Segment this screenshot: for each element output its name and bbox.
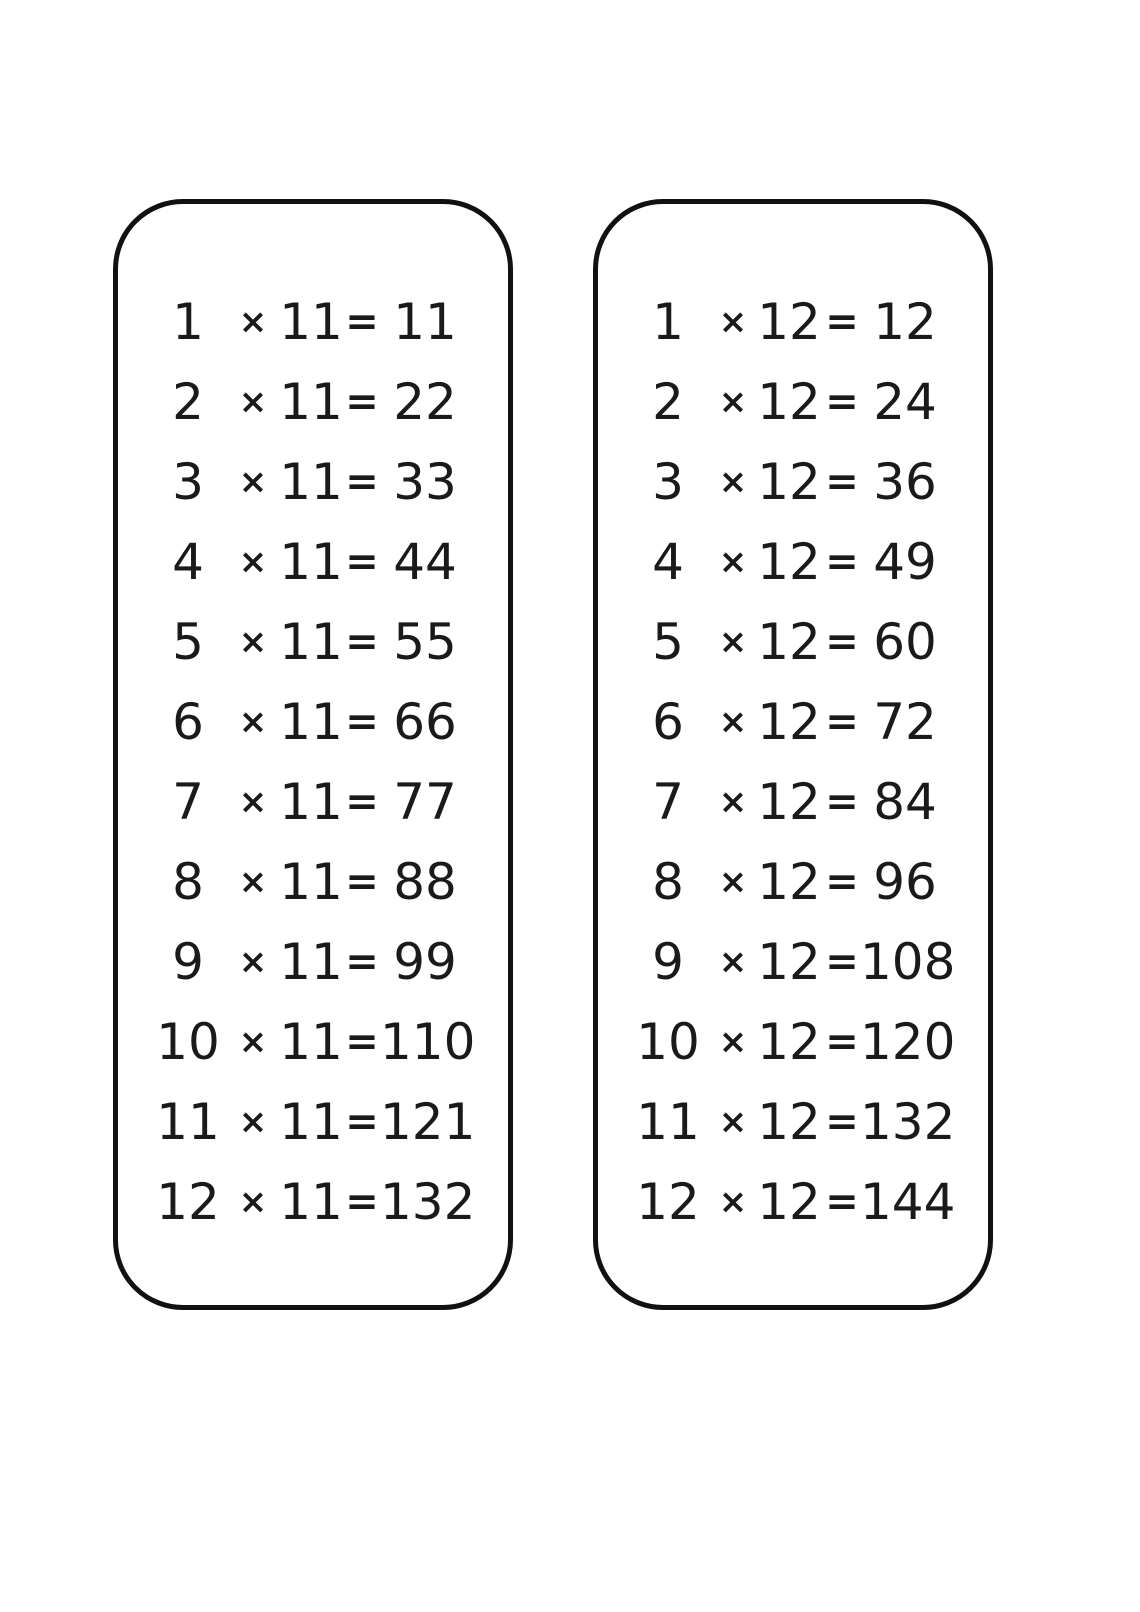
equation-row (118, 362, 508, 442)
equals-sign: = (825, 379, 859, 425)
multiplier: 11 (279, 693, 343, 751)
times-sign: × (718, 382, 748, 422)
factor: 12 (156, 1173, 220, 1231)
product: 60 (873, 613, 937, 671)
product: 55 (393, 613, 457, 671)
equation-row (598, 362, 988, 442)
product: 144 (860, 1173, 956, 1231)
multiplier: 11 (279, 933, 343, 991)
factor: 4 (652, 533, 684, 591)
multiplier: 12 (757, 693, 821, 751)
equation-row (118, 282, 508, 362)
factor: 2 (652, 373, 684, 431)
product: 77 (393, 773, 457, 831)
multiplier: 12 (757, 933, 821, 991)
equation-row (598, 922, 988, 1002)
multiplier: 12 (757, 453, 821, 511)
times-sign: × (238, 1022, 268, 1062)
multiplier: 11 (279, 773, 343, 831)
times-sign: × (238, 1182, 268, 1222)
multiplier: 11 (279, 613, 343, 671)
factor: 11 (636, 1093, 700, 1151)
equals-sign: = (345, 699, 379, 745)
equation-row (598, 682, 988, 762)
equals-sign: = (345, 299, 379, 345)
times-sign: × (238, 622, 268, 662)
times-sign: × (718, 862, 748, 902)
product: 132 (380, 1173, 476, 1231)
times-table-card-12 (593, 199, 993, 1310)
equals-sign: = (345, 1099, 379, 1145)
product: 108 (860, 933, 956, 991)
equals-sign: = (825, 619, 859, 665)
product: 88 (393, 853, 457, 911)
multiplier: 11 (279, 533, 343, 591)
times-sign: × (718, 462, 748, 502)
equation-row (598, 1002, 988, 1082)
factor: 9 (172, 933, 204, 991)
equation-row (118, 1002, 508, 1082)
equation-row (118, 922, 508, 1002)
equals-sign: = (825, 699, 859, 745)
equation-row (598, 1082, 988, 1162)
equation-row (118, 522, 508, 602)
multiplier: 11 (279, 293, 343, 351)
product: 49 (873, 533, 937, 591)
multiplier: 11 (279, 1013, 343, 1071)
multiplier: 11 (279, 1173, 343, 1231)
factor: 6 (652, 693, 684, 751)
factor: 8 (172, 853, 204, 911)
equals-sign: = (345, 1179, 379, 1225)
product: 72 (873, 693, 937, 751)
equals-sign: = (345, 779, 379, 825)
factor: 2 (172, 373, 204, 431)
equation-row (598, 1162, 988, 1242)
times-sign: × (238, 542, 268, 582)
product: 44 (393, 533, 457, 591)
times-sign: × (238, 782, 268, 822)
factor: 9 (652, 933, 684, 991)
multiplier: 12 (757, 1013, 821, 1071)
times-sign: × (718, 1182, 748, 1222)
times-sign: × (238, 302, 268, 342)
times-sign: × (238, 942, 268, 982)
equals-sign: = (825, 1019, 859, 1065)
multiplier: 12 (757, 1173, 821, 1231)
times-table-rows (118, 282, 508, 1242)
product: 33 (393, 453, 457, 511)
equation-row (118, 682, 508, 762)
product: 12 (873, 293, 937, 351)
multiplier: 12 (757, 773, 821, 831)
factor: 3 (652, 453, 684, 511)
equals-sign: = (825, 539, 859, 585)
times-sign: × (238, 382, 268, 422)
times-table-rows (598, 282, 988, 1242)
multiplier: 11 (279, 1093, 343, 1151)
multiplier: 12 (757, 293, 821, 351)
factor: 10 (636, 1013, 700, 1071)
factor: 7 (172, 773, 204, 831)
equals-sign: = (825, 779, 859, 825)
factor: 6 (172, 693, 204, 751)
product: 132 (860, 1093, 956, 1151)
equals-sign: = (825, 939, 859, 985)
product: 11 (393, 293, 457, 351)
multiplier: 12 (757, 853, 821, 911)
equation-row (118, 1082, 508, 1162)
times-sign: × (718, 542, 748, 582)
factor: 5 (652, 613, 684, 671)
equation-row (118, 1162, 508, 1242)
equals-sign: = (345, 1019, 379, 1065)
times-sign: × (238, 1102, 268, 1142)
equals-sign: = (345, 459, 379, 505)
product: 66 (393, 693, 457, 751)
factor: 11 (156, 1093, 220, 1151)
factor: 10 (156, 1013, 220, 1071)
product: 121 (380, 1093, 476, 1151)
equals-sign: = (825, 299, 859, 345)
times-sign: × (718, 1022, 748, 1062)
times-sign: × (718, 302, 748, 342)
times-sign: × (718, 1102, 748, 1142)
times-sign: × (238, 862, 268, 902)
equation-row (598, 842, 988, 922)
factor: 12 (636, 1173, 700, 1231)
equals-sign: = (825, 459, 859, 505)
product: 22 (393, 373, 457, 431)
product: 96 (873, 853, 937, 911)
product: 110 (380, 1013, 476, 1071)
factor: 3 (172, 453, 204, 511)
product: 99 (393, 933, 457, 991)
equals-sign: = (345, 859, 379, 905)
multiplier: 12 (757, 373, 821, 431)
equation-row (118, 442, 508, 522)
factor: 1 (172, 293, 204, 351)
equation-row (598, 442, 988, 522)
multiplier: 11 (279, 373, 343, 431)
multiplier: 12 (757, 1093, 821, 1151)
factor: 4 (172, 533, 204, 591)
equals-sign: = (345, 619, 379, 665)
equation-row (598, 522, 988, 602)
equals-sign: = (825, 859, 859, 905)
factor: 8 (652, 853, 684, 911)
times-sign: × (718, 622, 748, 662)
equation-row (598, 602, 988, 682)
product: 84 (873, 773, 937, 831)
times-sign: × (718, 942, 748, 982)
multiplier: 12 (757, 533, 821, 591)
multiplier: 11 (279, 453, 343, 511)
equation-row (598, 762, 988, 842)
equals-sign: = (345, 939, 379, 985)
factor: 1 (652, 293, 684, 351)
multiplier: 11 (279, 853, 343, 911)
factor: 7 (652, 773, 684, 831)
multiplier: 12 (757, 613, 821, 671)
equation-row (598, 282, 988, 362)
times-table-card-11 (113, 199, 513, 1310)
equals-sign: = (825, 1179, 859, 1225)
equation-row (118, 602, 508, 682)
factor: 5 (172, 613, 204, 671)
product: 36 (873, 453, 937, 511)
equation-row (118, 762, 508, 842)
equals-sign: = (345, 379, 379, 425)
times-sign: × (718, 702, 748, 742)
equation-row (118, 842, 508, 922)
times-sign: × (238, 462, 268, 502)
product: 24 (873, 373, 937, 431)
times-sign: × (238, 702, 268, 742)
times-sign: × (718, 782, 748, 822)
product: 120 (860, 1013, 956, 1071)
equals-sign: = (345, 539, 379, 585)
equals-sign: = (825, 1099, 859, 1145)
